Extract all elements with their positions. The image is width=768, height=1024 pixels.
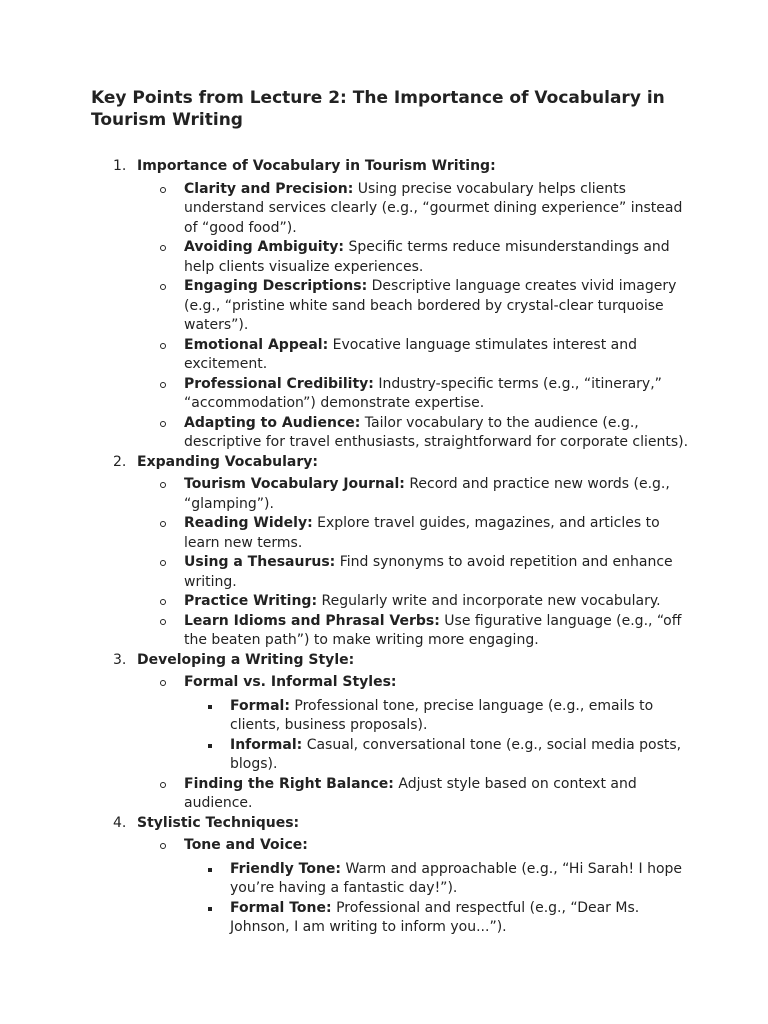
- nested-list-item: [184, 899, 698, 938]
- nested-list-item: [184, 860, 698, 899]
- document-title: Key Points from Lecture 2: The Importance of Vocabulary in Tourism Writing: [91, 88, 665, 130]
- nested-bullet-list: [184, 860, 698, 938]
- section-number: 1.: [113, 158, 127, 174]
- item-text: Record and practice new words (e.g., “glamping”).: [184, 476, 670, 512]
- item-term: Professional Credibility:: [184, 375, 374, 392]
- square-bullet-icon: [208, 907, 212, 911]
- section-4: [91, 814, 698, 938]
- item-term: Adapting to Audience:: [184, 414, 361, 431]
- item-text: Casual, conversational tone (e.g., social media posts, blogs).: [230, 736, 682, 772]
- list-item: [137, 775, 698, 814]
- circle-bullet-icon: [160, 382, 166, 388]
- item-term: Emotional Appeal:: [184, 336, 329, 353]
- item-text: Find synonyms to avoid repetition and enhance writing.: [184, 554, 673, 590]
- item-text: Industry-specific terms (e.g., “itinerary,” “accommodation”) demonstrate expertise.: [184, 375, 662, 411]
- item-text: Professional tone, precise language (e.g., emails to clients, business proposals).: [230, 697, 654, 733]
- item-term: Tourism Vocabulary Journal:: [184, 476, 405, 492]
- item-term: Clarity and Precision:: [184, 180, 354, 197]
- item-text: Use figurative language (e.g., “off the beaten path”) to make writing more engaging.: [184, 612, 682, 648]
- circle-bullet-icon: [160, 343, 166, 349]
- item-text: Regularly write and incorporate new vocabulary.: [321, 593, 661, 609]
- list-item: [137, 592, 698, 612]
- item-text: Professional and respectful (e.g., “Dear Ms. Johnson, I am writing to inform you...”).: [230, 899, 640, 935]
- list-item: [137, 673, 698, 775]
- circle-bullet-icon: [160, 482, 166, 488]
- section-heading: Stylistic Techniques:: [137, 814, 300, 831]
- item-term: Formal Tone:: [230, 899, 332, 916]
- item-term: Engaging Descriptions:: [184, 278, 368, 294]
- square-bullet-icon: [208, 705, 212, 709]
- circle-bullet-icon: [160, 599, 166, 605]
- item-text: Specific terms reduce misunderstandings and help clients visualize experiences.: [184, 239, 670, 275]
- item-text: Descriptive language creates vivid imagery (e.g., “pristine white sand beach bordered by crystal-clear turquoise waters”).: [184, 278, 677, 333]
- list-item: [137, 612, 698, 651]
- list-item: [137, 836, 698, 938]
- nested-list-item: [184, 736, 698, 775]
- list-item: [137, 514, 698, 553]
- list-item: [137, 475, 698, 514]
- circle-bullet-icon: [160, 560, 166, 566]
- list-item: [137, 375, 698, 414]
- item-text: Evocative language stimulates interest and excitement.: [184, 336, 637, 372]
- circle-bullet-icon: [160, 782, 166, 788]
- item-term: Practice Writing:: [184, 593, 318, 609]
- section-heading: Expanding Vocabulary:: [137, 453, 319, 470]
- list-item: [137, 180, 698, 239]
- circle-bullet-icon: [160, 187, 166, 193]
- square-bullet-icon: [208, 744, 212, 748]
- square-bullet-icon: [208, 868, 212, 872]
- item-text: Explore travel guides, magazines, and articles to learn new terms.: [184, 515, 660, 551]
- list-item: [137, 336, 698, 375]
- circle-bullet-icon: [160, 680, 166, 686]
- nested-bullet-list: [184, 697, 698, 775]
- circle-bullet-icon: [160, 619, 166, 625]
- item-term: Reading Widely:: [184, 515, 313, 531]
- section-1: [91, 157, 698, 453]
- nested-list-item: [184, 697, 698, 736]
- item-text: Tailor vocabulary to the audience (e.g., descriptive for travel enthusiasts, straightforward for corporate clients).: [184, 414, 689, 450]
- item-term: Finding the Right Balance:: [184, 775, 394, 792]
- list-item: [137, 553, 698, 592]
- item-term: Tone and Voice:: [184, 837, 308, 853]
- circle-bullet-icon: [160, 521, 166, 527]
- circle-bullet-icon: [160, 284, 166, 290]
- section-number: 4.: [113, 814, 127, 831]
- circle-bullet-icon: [160, 245, 166, 251]
- item-text: Adjust style based on context and audience.: [184, 775, 637, 811]
- section-number: 2.: [113, 453, 127, 470]
- bullet-list: [137, 673, 698, 814]
- item-term: Avoiding Ambiguity:: [184, 239, 345, 255]
- item-term: Using a Thesaurus:: [184, 554, 336, 570]
- item-text: Using precise vocabulary helps clients understand services clearly (e.g., “gourmet dining experience” instead of “good food”).: [184, 180, 683, 236]
- item-text: Warm and approachable (e.g., “Hi Sarah! I hope you’re having a fantastic day!”).: [230, 860, 683, 896]
- section-heading: Importance of Vocabulary in Tourism Writing:: [137, 158, 496, 174]
- item-term: Formal vs. Informal Styles:: [184, 674, 397, 690]
- bullet-list: [137, 180, 698, 453]
- section-2: [91, 453, 698, 651]
- list-item: [137, 414, 698, 453]
- section-3: [91, 651, 698, 814]
- section-number: 3.: [113, 651, 127, 668]
- item-term: Formal:: [230, 697, 290, 714]
- bullet-list: [137, 475, 698, 651]
- circle-bullet-icon: [160, 421, 166, 427]
- item-term: Informal:: [230, 736, 303, 753]
- circle-bullet-icon: [160, 843, 166, 849]
- bullet-list: [137, 836, 698, 938]
- section-heading: Developing a Writing Style:: [137, 651, 355, 668]
- item-term: Friendly Tone:: [230, 860, 342, 877]
- item-term: Learn Idioms and Phrasal Verbs:: [184, 612, 440, 629]
- list-item: [137, 238, 698, 277]
- section-list: [91, 157, 698, 938]
- list-item: [137, 277, 698, 336]
